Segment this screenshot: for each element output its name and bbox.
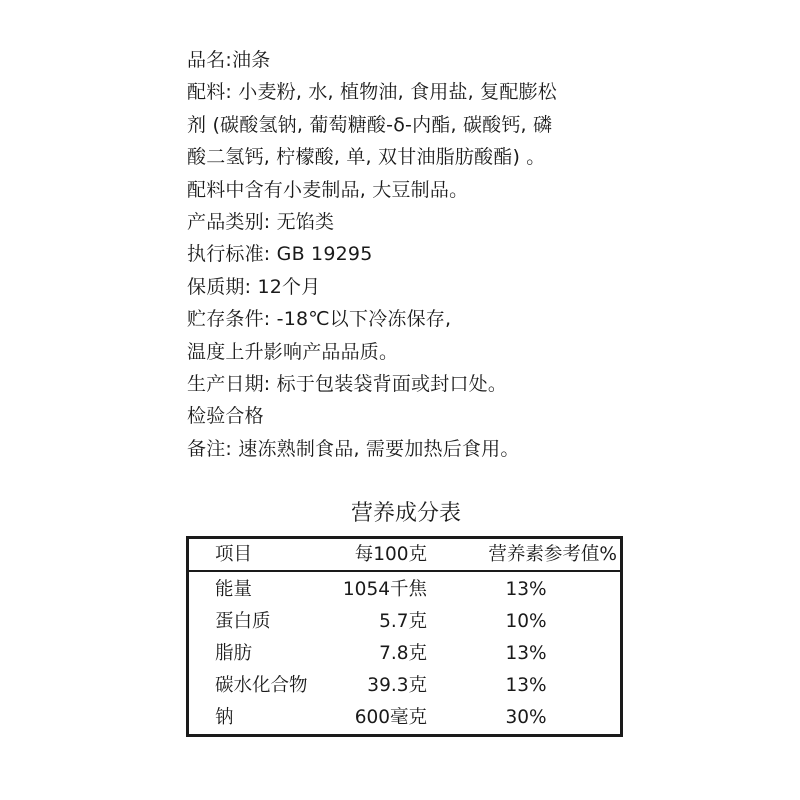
ingredients-line-2: 剂 (碳酸氢钠, 葡萄糖酸-δ-内酯, 碳酸钙, 磷: [187, 113, 553, 136]
header-item: 项目: [215, 544, 253, 565]
product-info: [187, 44, 627, 465]
row-nrv: 13%: [505, 675, 547, 696]
row-amount: 7.8克: [379, 643, 427, 664]
shelf-life-line: 保质期: 12个月: [187, 275, 321, 298]
table-row: [189, 574, 620, 606]
row-amount: 600毫克: [354, 707, 427, 728]
ingredients-line-1: 配料: 小麦粉, 水, 植物油, 食用盐, 复配膨松: [187, 81, 557, 104]
remarks-line: 备注: 速冻熟制食品, 需要加热后食用。: [187, 437, 520, 460]
header-amount: 每100克: [354, 544, 427, 565]
nutrition-table: [186, 536, 623, 737]
standard-line: 执行标准: GB 19295: [187, 243, 373, 266]
table-row: [189, 638, 620, 670]
product-name-line: 品名:油条: [187, 49, 271, 71]
row-amount: 39.3克: [367, 675, 427, 696]
storage-line-2: 温度上升影响产品品质。: [187, 340, 399, 363]
ingredients-line-3: 酸二氢钙, 柠檬酸, 单, 双甘油脂肪酸酯) 。: [187, 146, 546, 169]
row-nrv: 10%: [505, 611, 547, 632]
row-item: 脂肪: [215, 643, 253, 664]
row-nrv: 13%: [505, 643, 547, 664]
row-amount: 1054千焦: [342, 579, 427, 600]
nutrition-table-title: 营养成分表: [350, 501, 461, 526]
table-header: [189, 539, 620, 572]
table-row: [189, 702, 620, 734]
row-nrv: 13%: [505, 579, 547, 600]
allergen-line: 配料中含有小麦制品, 大豆制品。: [187, 178, 469, 201]
inspection-line: 检验合格: [187, 405, 264, 428]
table-row: [189, 670, 620, 702]
row-item: 蛋白质: [215, 611, 271, 632]
row-item: 能量: [215, 579, 253, 600]
table-row: [189, 606, 620, 638]
row-nrv: 30%: [505, 707, 547, 728]
storage-line-1: 贮存条件: -18℃以下冷冻保存,: [187, 308, 452, 331]
row-item: 钠: [215, 707, 234, 728]
row-item: 碳水化合物: [215, 675, 308, 696]
header-nrv: 营养素参考值%: [488, 544, 617, 565]
production-date-line: 生产日期: 标于包装袋背面或封口处。: [187, 373, 508, 396]
category-line: 产品类别: 无馅类: [187, 211, 335, 234]
row-amount: 5.7克: [379, 611, 427, 632]
